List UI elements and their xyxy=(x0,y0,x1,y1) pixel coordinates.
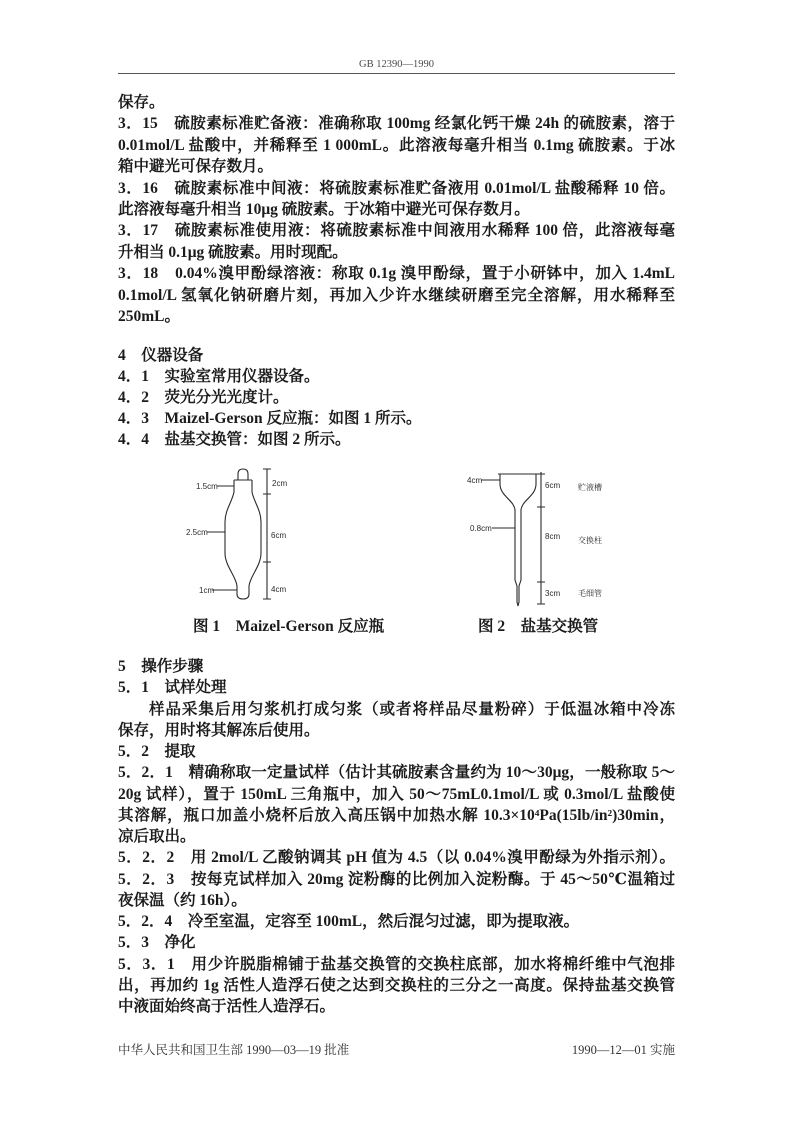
figure-1 xyxy=(170,455,330,610)
bottle-stopper xyxy=(238,469,248,480)
clause-5-1-line: 保存，用时将其解冻后使用。 xyxy=(118,721,320,739)
figure-2 xyxy=(455,455,640,610)
bottle-outline xyxy=(225,480,261,599)
clause-5-3-1-line: 出，再加约 1g 活性人造浮石使之达到交换柱的三分之一高度。保持盐基交换管 xyxy=(118,976,675,994)
body-height-label: 6cm xyxy=(271,531,287,540)
column-width-label: 0.8cm xyxy=(470,524,492,533)
clause-3-18-line: 0.1mol/L 氢氧化钠研磨片刻，再加入少许水继续研磨至完全溶解，用水稀释至 xyxy=(118,286,675,304)
clause-5-2-2-line: 5．2．2 用 2mol/L 乙酸钠调其 pH 值为 4.5（以 0.04%溴甲酚绿为外指示剂）。 xyxy=(118,849,675,867)
column-height-label: 8cm xyxy=(545,532,561,541)
clause-3-15-line: 0.01mol/L 盐酸中，并稀释至 1 000mL。此溶液每毫升相当 0.1mg 硫胺素。于冰 xyxy=(118,136,675,154)
clause-5-2-1-line: 20g 试样），置于 150mL 三角瓶中，加入 50～75mL0.1mol/L 或 0.3mol/L 盐酸使 xyxy=(118,785,675,803)
clause-5-3-1-line: 5．3．1 用少许脱脂棉铺于盐基交换管的交换柱底部，加水将棉纤维中气泡排 xyxy=(118,955,675,973)
section-5 xyxy=(118,656,675,1017)
figure-1-caption: 图 1 Maizel-Gerson 反应瓶 xyxy=(193,618,385,635)
clause-5-2-3-line: 5．2．3 按每克试样加入 20mg 淀粉酶的比例加入淀粉酶。于 45～50℃温箱过 xyxy=(118,870,675,888)
clause-4-2: 4．2 荧光分光光度计。 xyxy=(118,389,289,406)
section-3-continued xyxy=(118,92,675,327)
neck-width-label: 1.5cm xyxy=(196,482,218,491)
reservoir-name-label: 贮液槽 xyxy=(578,483,602,492)
section-5-heading: 5 操作步骤 xyxy=(118,658,204,675)
dimension-line xyxy=(263,469,271,599)
clause-5-3-heading: 5．3 净化 xyxy=(118,934,196,952)
clause-5-2-4-line: 5．2．4 冷至室温，定容至 100mL，然后混匀过滤，即为提取液。 xyxy=(118,913,580,930)
bottom-width-label: 1cm xyxy=(199,586,215,595)
clause-3-16-line: 此溶液每毫升相当 10μg 硫胺素。于冰箱中避光可保存数月。 xyxy=(118,201,530,219)
section-4 xyxy=(118,345,675,450)
clause-3-17-line: 3．17 硫胺素标准使用液：将硫胺素标准中间液用水稀释 100 倍，此溶液每毫 xyxy=(118,222,675,240)
capillary-height-label: 3cm xyxy=(545,589,561,598)
clause-3-15-line: 3．15 硫胺素标准贮备液：准确称取 100mg 经氯化钙干燥 24h 的硫胺素，溶于 xyxy=(118,115,675,133)
clause-3-18-line: 3．18 0.04%溴甲酚绿溶液：称取 0.1g 溴甲酚绿，置于小研钵中，加入 1.4mL xyxy=(118,265,675,283)
body-width-label: 2.5cm xyxy=(186,528,208,537)
clause-5-1-heading: 5．1 试样处理 xyxy=(118,679,227,697)
header-rule xyxy=(118,73,675,74)
capillary-name-label: 毛细管 xyxy=(578,589,602,598)
page-footer xyxy=(118,1042,675,1058)
clause-5-2-1-line: 其溶解，瓶口加盖小烧杯后放入高压锅中加热水解 10.3×10⁴Pa(15lb/in²)30min， xyxy=(118,806,675,824)
column-name-label: 交换柱 xyxy=(578,536,602,545)
top-height-label: 2cm xyxy=(272,479,288,488)
clause-3-17-line: 升相当 0.1μg 硫胺素。用时现配。 xyxy=(118,243,348,261)
bottom-height-label: 4cm xyxy=(271,585,287,594)
clause-5-2-1-line: 凉后取出。 xyxy=(118,828,196,845)
clause-4-4: 4．4 盐基交换管：如图 2 所示。 xyxy=(118,431,351,448)
exchange-tube-outline xyxy=(500,474,536,606)
approval-note: 中华人民共和国卫生部 1990—03—19 批准 xyxy=(118,1043,350,1057)
clause-5-2-1-line: 5．2．1 精确称取一定量试样（估计其硫胺素含量约为 10～30μg，一般称取 5～ xyxy=(118,764,675,782)
clause-4-1: 4．1 实验室常用仪器设备。 xyxy=(118,368,320,385)
reservoir-height-label: 6cm xyxy=(545,481,561,490)
clause-3-16-line: 3．16 硫胺素标准中间液：将硫胺素标准贮备液用 0.01mol/L 盐酸稀释 10 倍。 xyxy=(118,179,675,197)
effective-date: 1990—12—01 实施 xyxy=(571,1043,675,1057)
clause-5-3-1-line: 中液面始终高于活性人造浮石。 xyxy=(118,998,336,1015)
figure-2-caption: 图 2 盐基交换管 xyxy=(478,618,599,635)
standard-code: GB 12390—1990 xyxy=(359,59,434,70)
clause-3-18-line: 250mL。 xyxy=(118,308,181,326)
clause-5-2-heading: 5．2 提取 xyxy=(118,743,196,760)
top-width-label: 4cm xyxy=(467,476,483,485)
dimension-line xyxy=(537,472,545,604)
clause-4-3: 4．3 Maizel-Gerson 反应瓶：如图 1 所示。 xyxy=(118,410,422,427)
clause-5-1-line: 样品采集后用匀浆机打成匀浆（或者将样品尽量粉碎）于低温冰箱中冷冻 xyxy=(149,700,675,718)
section-4-heading: 4 仪器设备 xyxy=(118,347,204,364)
text-line: 保存。 xyxy=(118,94,165,111)
clause-3-15-line: 箱中避光可保存数月。 xyxy=(118,158,274,176)
clause-5-2-3-line: 夜保温（约 16h）。 xyxy=(118,891,247,909)
